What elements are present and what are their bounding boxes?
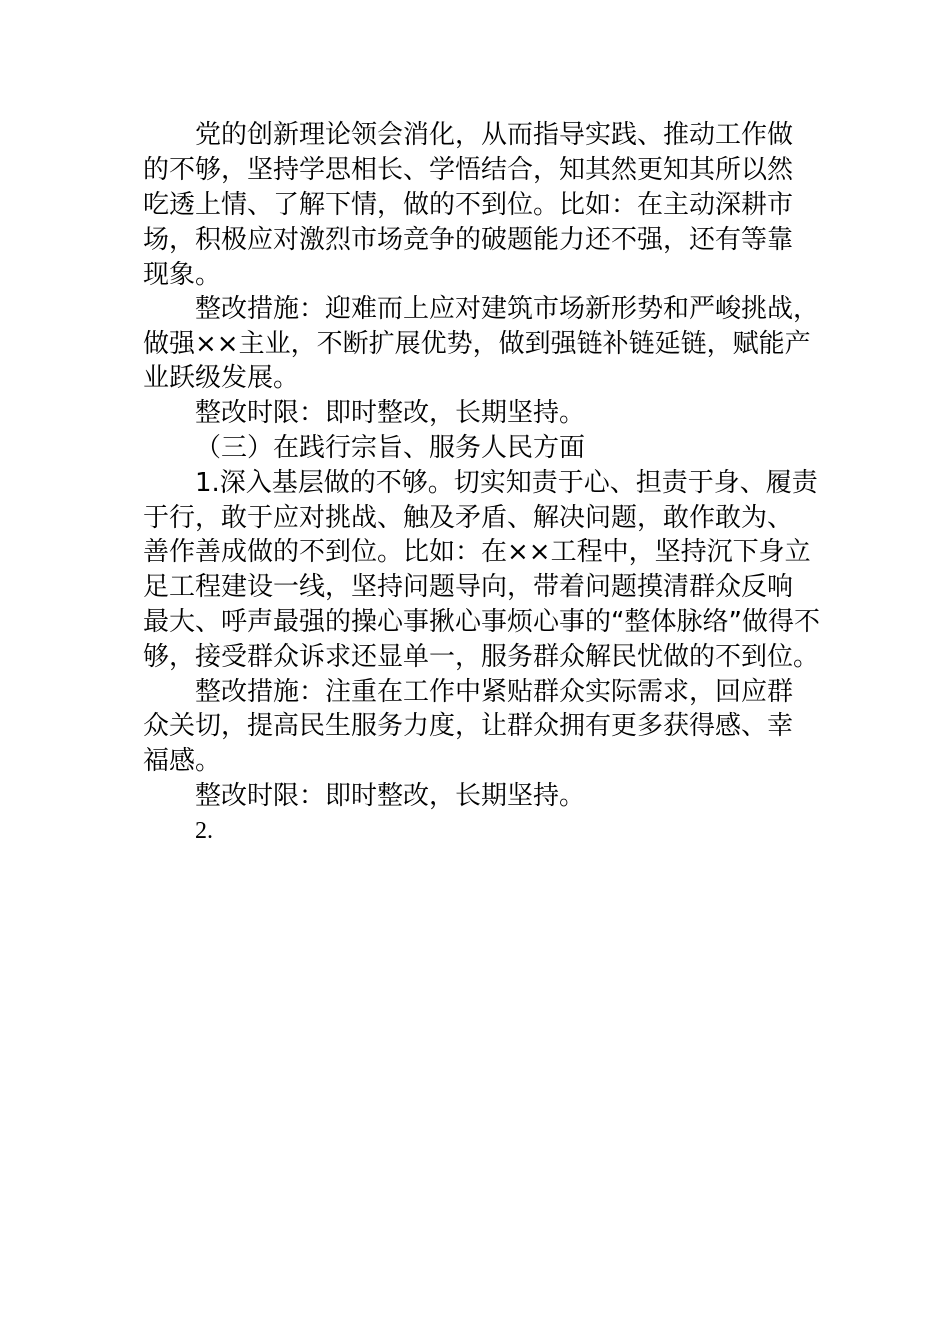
text-line: 最大、呼声最强的操心事揪心事烦心事的“整体脉络”做得不 — [143, 607, 820, 637]
text-line: 整改时限：即时整改，长期坚持。 — [195, 398, 586, 428]
text-line: 的不够，坚持学思相长、学悟结合，知其然更知其所以然 — [143, 155, 794, 185]
text-line: 整改措施：迎难而上应对建筑市场新形势和严峻挑战， — [195, 294, 820, 324]
text-line: 善作善成做的不到位。比如：在××工程中，坚持沉下身立 — [143, 537, 811, 567]
text-line: 现象。 — [143, 260, 222, 290]
text-line: 福感。 — [143, 746, 222, 776]
text-line: 足工程建设一线，坚持问题导向，带着问题摸清群众反响 — [143, 572, 794, 602]
text-line: 众关切，提高民生服务力度，让群众拥有更多获得感、幸 — [143, 711, 794, 741]
section-heading: （三）在践行宗旨、服务人民方面 — [195, 433, 586, 463]
text-line: 做强××主业，不断扩展优势，做到强链补链延链，赋能产 — [143, 329, 811, 359]
list-number: 2. — [195, 818, 213, 844]
text-line: 党的创新理论领会消化，从而指导实践、推动工作做 — [195, 120, 794, 150]
text-line: 整改时限：即时整改，长期坚持。 — [195, 781, 586, 811]
text-line: 场，积极应对激烈市场竞争的破题能力还不强，还有等靠 — [143, 225, 794, 255]
text-line: 吃透上情、了解下情，做的不到位。比如：在主动深耕市 — [143, 190, 794, 220]
text-line: 1.深入基层做的不够。切实知责于心、担责于身、履责 — [195, 468, 818, 498]
text-line: 够，接受群众诉求还显单一，服务群众解民忧做的不到位。 — [143, 642, 820, 672]
text-line: 整改措施：注重在工作中紧贴群众实际需求，回应群 — [195, 677, 794, 707]
text-line: 于行，敢于应对挑战、触及矛盾、解决问题，敢作敢为、 — [143, 503, 794, 533]
text-line: 业跃级发展。 — [143, 363, 300, 393]
